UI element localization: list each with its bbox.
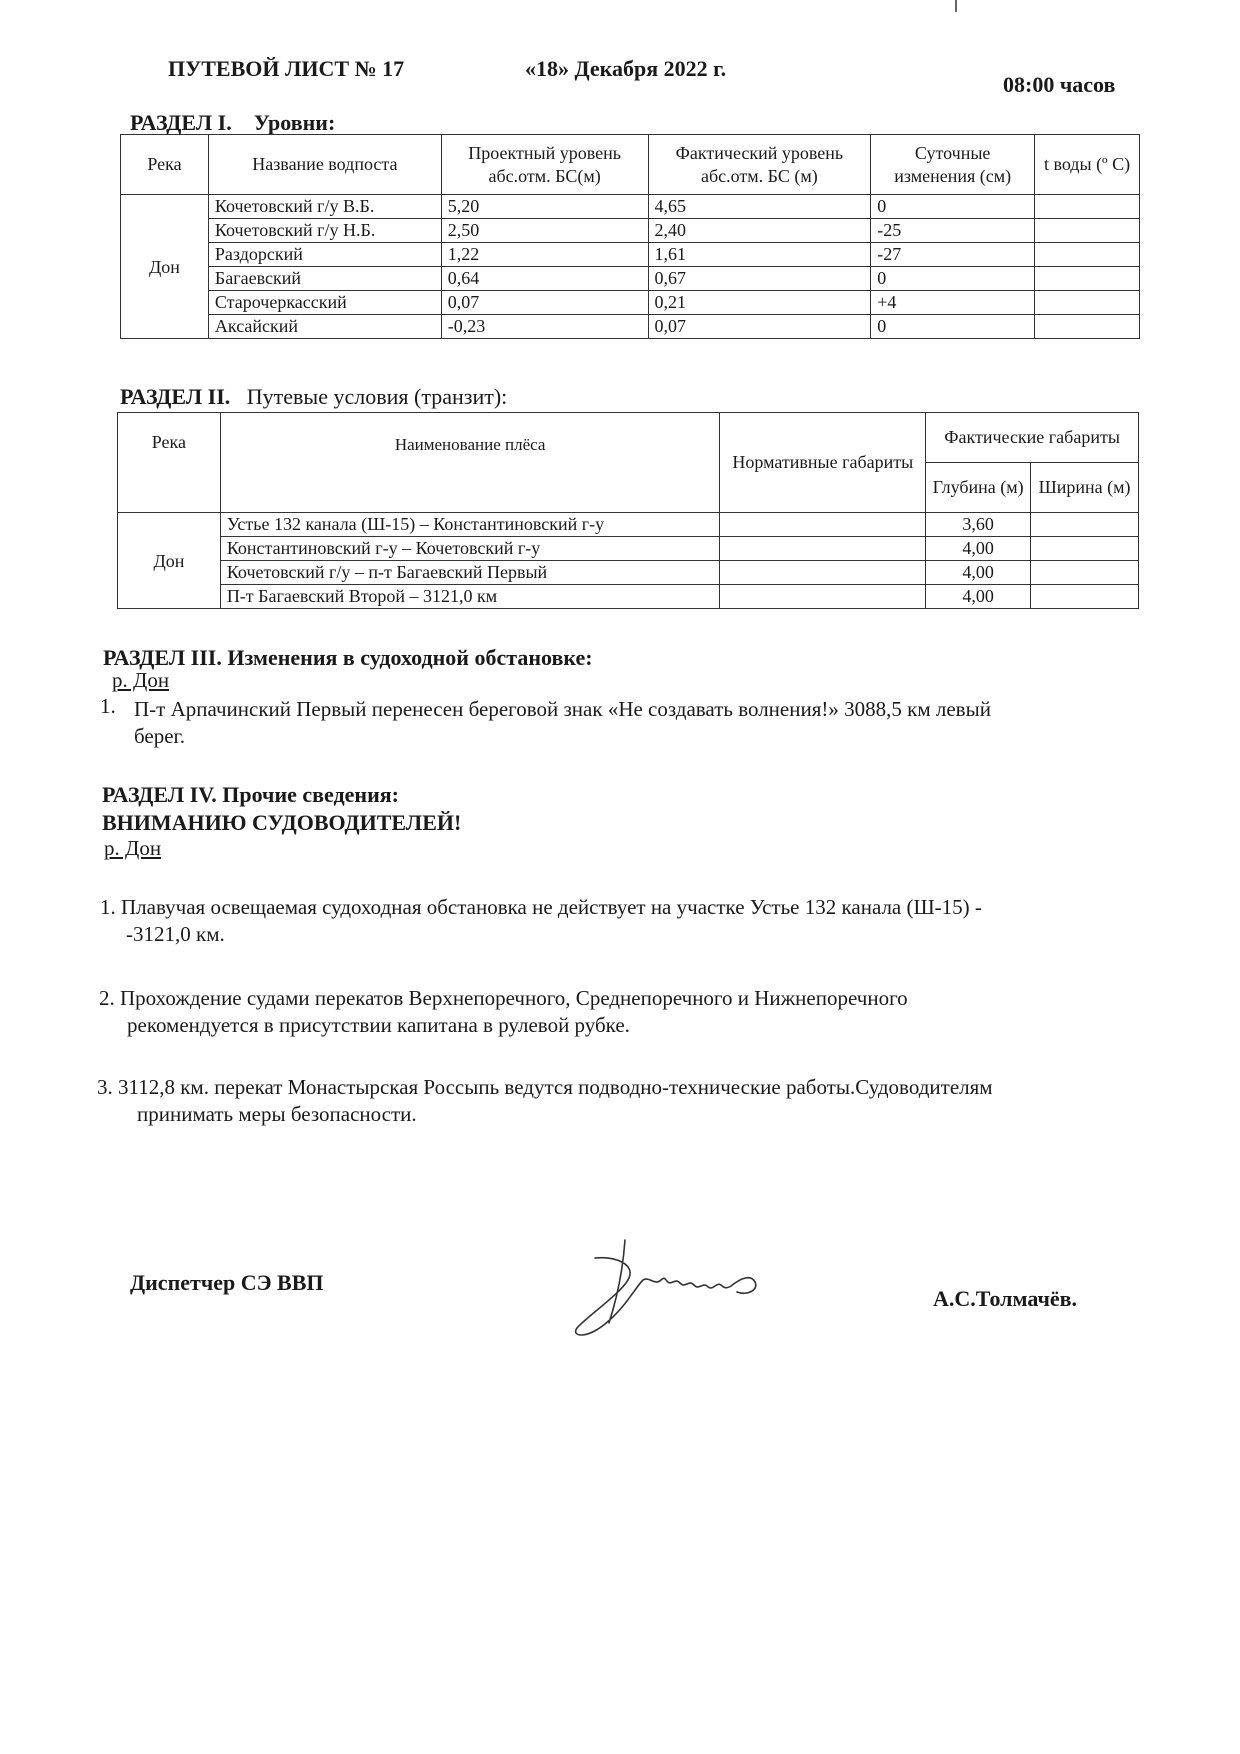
levels-change: 0 (871, 267, 1035, 291)
transit-reach: Кочетовский г/у – п-т Багаевский Первый (220, 561, 720, 585)
levels-design: 0,64 (441, 267, 648, 291)
section-4-item-1-line1: 1. Плавучая освещаемая судоходная обстановка не действует на участке Устье 132 канала (Ш-15) - (100, 895, 982, 919)
signature-role: Диспетчер СЭ ВВП (130, 1270, 324, 1295)
table-row (121, 243, 1140, 267)
levels-col-change: Суточные изменения (см) (871, 135, 1035, 195)
levels-change: +4 (871, 291, 1035, 315)
levels-actual: 0,67 (648, 267, 871, 291)
levels-actual: 0,21 (648, 291, 871, 315)
transit-norm (720, 561, 926, 585)
section-2-title (120, 384, 507, 410)
transit-width (1031, 585, 1139, 609)
levels-temp (1035, 291, 1140, 315)
levels-design: 5,20 (441, 195, 648, 219)
levels-design: 2,50 (441, 219, 648, 243)
scan-mark (955, 0, 957, 12)
levels-header-row (121, 135, 1140, 195)
levels-col-river: Река (121, 135, 209, 195)
levels-post: Кочетовский г/у Н.Б. (208, 219, 441, 243)
transit-col-actual: Фактические габариты (926, 413, 1139, 463)
levels-post: Аксайский (208, 315, 441, 339)
transit-depth: 4,00 (926, 561, 1031, 585)
table-row (118, 537, 1139, 561)
transit-norm (720, 513, 926, 537)
transit-col-river: Река (118, 413, 221, 513)
levels-design: 1,22 (441, 243, 648, 267)
section-3-item-line2: берег. (134, 724, 186, 748)
transit-reach: П-т Багаевский Второй – 3121,0 км (220, 585, 720, 609)
section-4-item-3-line2: принимать меры безопасности. (137, 1102, 417, 1126)
section-4-river: р. Дон (104, 836, 162, 860)
transit-col-reach: Наименование плёса (220, 413, 720, 513)
table-row (118, 585, 1139, 609)
levels-col-temp: t воды (º С) (1035, 135, 1140, 195)
section-4-item-3-line1: 3. 3112,8 км. перекат Монастырская Россыпь ведутся подводно-технические работы.Судоводителям (97, 1075, 993, 1099)
handwritten-signature (565, 1228, 805, 1348)
levels-design: 0,07 (441, 291, 648, 315)
levels-post: Кочетовский г/у В.Б. (208, 195, 441, 219)
table-row (121, 315, 1140, 339)
section-3-item-line1: П-т Арпачинский Первый перенесен береговой знак «Не создавать волнения!» 3088,5 км левый (134, 697, 991, 721)
section-4-attention: ВНИМАНИЮ СУДОВОДИТЕЛЕЙ! (102, 810, 462, 835)
document-time: 08:00 часов (1003, 72, 1116, 97)
transit-river-cell: Дон (118, 513, 221, 609)
table-row (121, 195, 1140, 219)
levels-actual: 2,40 (648, 219, 871, 243)
section-3-item-number: 1. (100, 694, 116, 718)
section-4-title: РАЗДЕЛ IV. Прочие сведения: (102, 782, 399, 807)
transit-width (1031, 537, 1139, 561)
table-row (118, 561, 1139, 585)
levels-river-cell: Дон (121, 195, 209, 339)
transit-reach: Устье 132 канала (Ш-15) – Константиновский г-у (220, 513, 720, 537)
transit-depth: 3,60 (926, 513, 1031, 537)
document-date: «18» Декабря 2022 г. (525, 56, 727, 81)
transit-depth: 4,00 (926, 585, 1031, 609)
section-4-item-2-line2: рекомендуется в присутствии капитана в рулевой рубке. (127, 1013, 630, 1037)
table-row (121, 291, 1140, 315)
section-1-label: РАЗДЕЛ I. (130, 110, 232, 135)
section-2-label: РАЗДЕЛ II. (120, 384, 231, 409)
levels-post: Старочеркасский (208, 291, 441, 315)
levels-post: Багаевский (208, 267, 441, 291)
levels-actual: 1,61 (648, 243, 871, 267)
transit-header-row (118, 413, 1139, 463)
levels-col-design: Проектный уровень абс.отм. БС(м) (441, 135, 648, 195)
section-2-subtitle: Путевые условия (транзит): (246, 384, 508, 409)
levels-actual: 4,65 (648, 195, 871, 219)
levels-post: Раздорский (208, 243, 441, 267)
section-1-subtitle: Уровни: (253, 110, 336, 135)
table-row (121, 219, 1140, 243)
section-1-title (130, 110, 335, 136)
levels-change: -27 (871, 243, 1035, 267)
section-3-river: р. Дон (112, 668, 170, 692)
levels-temp (1035, 267, 1140, 291)
transit-norm (720, 585, 926, 609)
levels-col-post: Название водпоста (208, 135, 441, 195)
levels-col-actual: Фактический уровень абс.отм. БС (м) (648, 135, 871, 195)
section-4-item-2-line1: 2. Прохождение судами перекатов Верхнепоречного, Среднепоречного и Нижнепоречного (99, 986, 908, 1010)
levels-temp (1035, 219, 1140, 243)
levels-temp (1035, 195, 1140, 219)
table-row (121, 267, 1140, 291)
transit-col-norm: Нормативные габариты (720, 413, 926, 513)
table-row (118, 513, 1139, 537)
transit-table (117, 412, 1139, 609)
levels-change: -25 (871, 219, 1035, 243)
transit-col-width: Ширина (м) (1031, 463, 1139, 513)
transit-norm (720, 537, 926, 561)
levels-actual: 0,07 (648, 315, 871, 339)
transit-width (1031, 513, 1139, 537)
section-3-title: РАЗДЕЛ III. Изменения в судоходной обстановке: (103, 645, 593, 670)
section-4-item-1-line2: -3121,0 км. (126, 922, 225, 946)
document-title: ПУТЕВОЙ ЛИСТ № 17 (168, 56, 405, 81)
transit-reach: Константиновский г-у – Кочетовский г-у (220, 537, 720, 561)
transit-width (1031, 561, 1139, 585)
levels-change: 0 (871, 195, 1035, 219)
levels-design: -0,23 (441, 315, 648, 339)
levels-temp (1035, 243, 1140, 267)
levels-temp (1035, 315, 1140, 339)
levels-table (120, 134, 1140, 339)
transit-col-depth: Глубина (м) (926, 463, 1031, 513)
transit-depth: 4,00 (926, 537, 1031, 561)
levels-change: 0 (871, 315, 1035, 339)
signature-name: А.С.Толмачёв. (933, 1286, 1078, 1311)
